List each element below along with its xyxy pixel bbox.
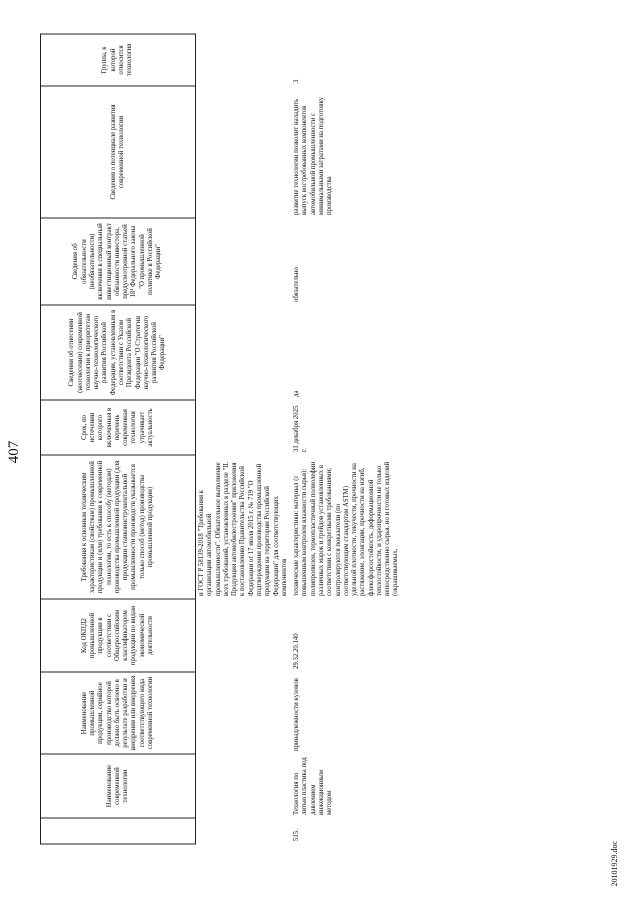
table-row bbox=[291, 34, 403, 844]
header-okpd2-code: Код ОКПД2 промышленной продукции в соответствии с Общероссийским классификатором продукции по видам экономической деятельности bbox=[41, 599, 196, 672]
cell-priority: да bbox=[293, 390, 301, 397]
page-number: 407 bbox=[6, 440, 22, 464]
header-product-name: Наименование промышленной продукции, серийное производство которой должно быть освоено в результате разработки и внедрения или внедрения соответствующего вида современной технологии bbox=[41, 672, 196, 754]
header-technology-name: Наименование современной технологии bbox=[41, 754, 196, 818]
table-row bbox=[196, 34, 292, 844]
technology-table bbox=[40, 34, 403, 845]
cell-potential: развитие технологии позволит наладить выпуск востребованных компонентов автомобильной промышленности с минимальными затратами на подготовку производства bbox=[293, 96, 334, 215]
header-potential: Сведения о потенциале развития современной технологии bbox=[41, 86, 196, 218]
cell-obligation: обязательно bbox=[293, 267, 301, 302]
cell-product: принадлежности кузовов bbox=[293, 678, 301, 751]
header-group: Группа, к которой относится технология bbox=[41, 34, 196, 86]
header-requirements: Требования к основным техническим характеристикам (свойствам) промышленной продукции и (или) требования к современной технологии, то есть к способу (методам) производства промышленной продукции (для продукции станкоинструментальной промышленности производств указывается только способ (метод) производства промышленной продукции) bbox=[41, 455, 196, 599]
footer-filename: 20101929.doc bbox=[610, 840, 619, 887]
table-header-row bbox=[41, 34, 196, 844]
cell-term: 31 декабря 2025 г. bbox=[293, 405, 309, 452]
header-obligation: Сведения об обязательности (необязательности) включения в специальный инвестиционный контракт обязанности инвестора, предусмотренной статьей 18¹ Федерального закона "О промышленной политике в Российской Федерации" bbox=[41, 218, 196, 305]
row-number: 515. bbox=[293, 829, 301, 841]
cell-requirements: технические характеристики: материал (с повышенным контролем влажности сырья): полипропилен, термопластичный полиолефин различных марок и грейдов установленных в соответствии с конкретными требованиями; контролируются показатели (по соответствующим стандартам ASTM) удельной плотности, текучести, прочности на растяжение, элонгации, прочности на изгиб, флексфорсостойкость, деформационной теплостойкости, и ударопрочности не только непосредственно сырья, но и готовых изделий (окрашиваемых, bbox=[293, 461, 400, 596]
requirements-continuation: и ГОСТ Р 58139-2018 "Требования к организации автомобильной промышленности". Обязательное выполнение всех требований, установленных в разделе "II. Продукция автомобилестроения" приложения к постановлению Правительства Российской Федерации от 17 июля 2015 г. № 719 "О подтверждении производства промышленной продукции на территории Российской Федерации" для соответствующих компонентов bbox=[198, 461, 288, 596]
header-term: Срок, по истечении которого включенная в перечень современная технология утрачивает актуальность bbox=[41, 400, 196, 455]
header-index bbox=[41, 818, 196, 844]
cell-technology: Технология по литью пластика под давлением инжекционным методом bbox=[293, 757, 334, 815]
header-priority: Сведения об отнесении (неотнесении) современной технологии к приоритетам научно-технологического развития Российской Федерации, установленным в соответствии с Указом Президента Российской Федерации "О Стратегии научно-технологического развития Российской Федерации" bbox=[41, 305, 196, 400]
cell-group: 3 bbox=[293, 79, 301, 83]
cell-okpd2: 29.32.20.140 bbox=[293, 633, 301, 669]
